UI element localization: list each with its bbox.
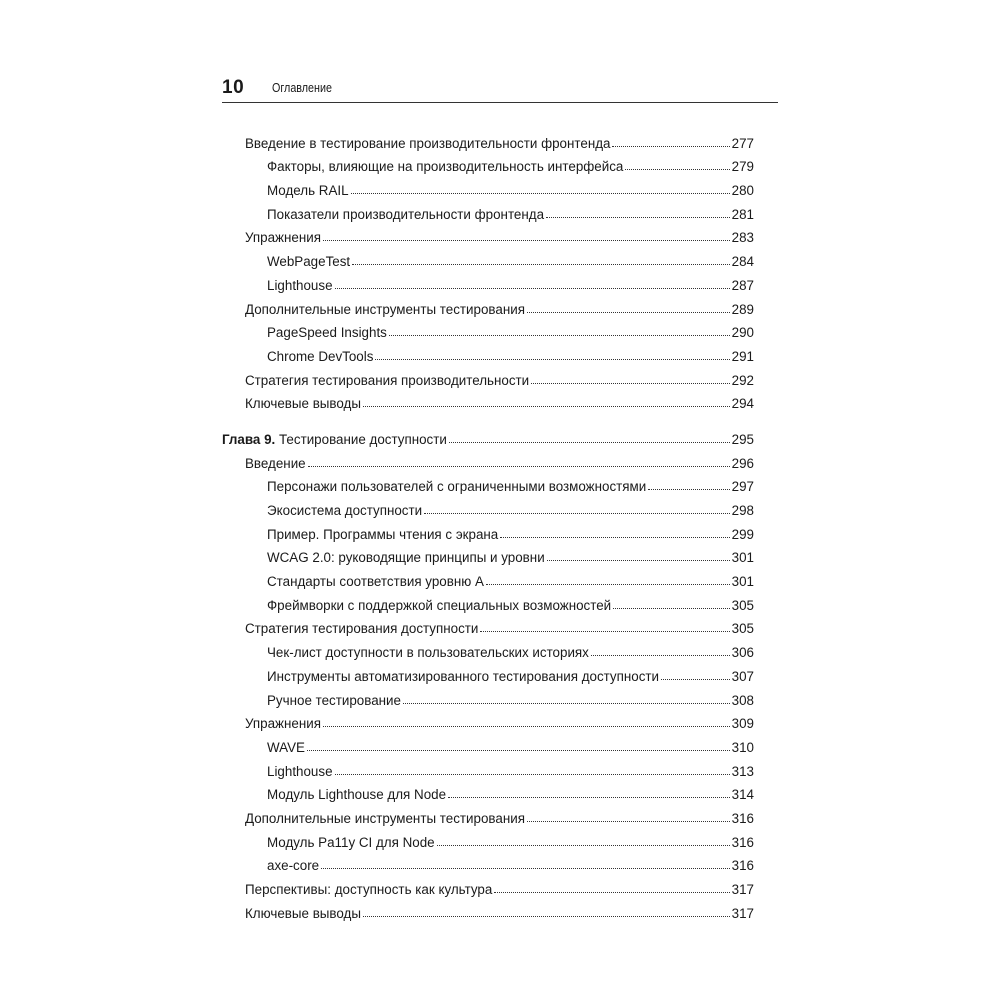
toc-entry-text: WCAG 2.0: руководящие принципы и уровни xyxy=(267,550,545,566)
toc-entry-title xyxy=(267,325,387,341)
toc-chapter-number: Глава 9. xyxy=(222,431,276,447)
dot-leader xyxy=(335,288,730,289)
toc-entry-text: Chrome DevTools xyxy=(267,348,374,364)
dot-leader xyxy=(308,466,730,467)
toc-page-number: 313 xyxy=(731,763,754,779)
toc-entry-text: Перспективы: доступность как культура xyxy=(245,882,493,897)
dot-leader xyxy=(323,726,730,727)
toc-page-number: 317 xyxy=(731,882,754,897)
toc-entry-title xyxy=(245,230,321,246)
dot-leader xyxy=(612,146,729,147)
toc-entry-title xyxy=(267,183,349,199)
dot-leader xyxy=(352,264,730,265)
toc-entry-title xyxy=(267,740,305,756)
dot-leader xyxy=(613,608,730,609)
toc-entry-text: Lighthouse xyxy=(267,277,333,293)
toc-entry xyxy=(222,851,754,875)
toc-entry-title xyxy=(245,882,492,898)
toc-page-number: 317 xyxy=(731,905,754,921)
toc-entry-text: Экосистема доступности xyxy=(267,503,423,518)
toc-entry xyxy=(222,590,754,614)
toc-entry xyxy=(222,637,754,661)
toc-chapter-entry xyxy=(222,424,754,448)
toc-entry-text: Lighthouse xyxy=(267,763,333,779)
toc-page-number: 291 xyxy=(731,348,754,364)
toc-entry-title xyxy=(267,835,435,851)
toc-entry-text: Показатели производительности фронтенда xyxy=(267,206,545,222)
toc-page-number: 290 xyxy=(731,325,754,341)
toc-page-number: 296 xyxy=(731,455,754,471)
toc-entry-title xyxy=(267,254,350,270)
toc-entry-title xyxy=(267,550,545,566)
dot-leader xyxy=(375,359,729,360)
toc-entry xyxy=(222,128,754,152)
toc-page-number: 279 xyxy=(731,159,754,175)
toc-entry-title xyxy=(245,906,361,922)
toc-page-number: 308 xyxy=(731,692,754,708)
toc-entry xyxy=(222,199,754,223)
dot-leader xyxy=(486,584,730,585)
toc-page-number: 301 xyxy=(731,574,754,590)
toc-entry-title xyxy=(245,136,610,152)
toc-page-number: 281 xyxy=(731,206,754,222)
toc-entry-title xyxy=(267,764,333,780)
toc-entry-title xyxy=(267,598,611,614)
toc-entry xyxy=(222,519,754,543)
toc-entry-text: Ручное тестирование xyxy=(267,692,401,708)
toc-entry-text: Инструменты автоматизированного тестирования доступности xyxy=(267,668,660,684)
dot-leader xyxy=(351,193,730,194)
dot-leader xyxy=(389,335,730,336)
dot-leader xyxy=(449,442,730,443)
toc-entry-title xyxy=(267,787,446,803)
dot-leader xyxy=(403,703,730,704)
toc-entry-text: Упражнения xyxy=(245,230,321,246)
toc-entry-title xyxy=(267,645,589,661)
toc-entry-title xyxy=(267,349,373,365)
toc-entry-text: axe-core xyxy=(267,858,320,874)
toc-page-number: 280 xyxy=(731,183,754,199)
toc-page-number: 297 xyxy=(731,479,754,495)
toc-entry-text: Фреймворки с поддержкой специальных возможностей xyxy=(267,597,612,613)
toc-entry xyxy=(222,566,754,590)
toc-entry-text: Введение xyxy=(245,455,306,471)
toc-entry-title xyxy=(245,302,525,318)
toc-entry xyxy=(222,732,754,756)
dot-leader xyxy=(625,169,729,170)
toc-entry-text: Упражнения xyxy=(245,716,321,732)
header-divider xyxy=(222,102,778,103)
toc-page-number: 284 xyxy=(731,254,754,270)
toc-entry xyxy=(222,709,754,733)
toc-entry xyxy=(222,874,754,898)
toc-entry-title xyxy=(245,811,525,827)
dot-leader xyxy=(480,631,729,632)
toc-page-number: 305 xyxy=(731,621,754,637)
toc-entry xyxy=(222,803,754,827)
toc-entry-text: Тестирование доступности xyxy=(275,431,447,447)
toc-page-number: 307 xyxy=(731,668,754,684)
dot-leader xyxy=(661,679,730,680)
toc-entry-title xyxy=(267,503,422,519)
toc-entry xyxy=(222,827,754,851)
toc-entry-title xyxy=(267,669,659,685)
toc-page-number: 287 xyxy=(731,277,754,293)
dot-leader xyxy=(527,821,730,822)
page-header xyxy=(222,77,778,101)
toc-entry xyxy=(222,223,754,247)
toc-entry-text: Факторы, влияющие на производительность интерфейса xyxy=(267,159,624,175)
toc-entry-text: WebPageTest xyxy=(267,254,351,270)
dot-leader xyxy=(527,312,730,313)
toc-entry xyxy=(222,756,754,780)
toc-page-number: 277 xyxy=(731,135,754,151)
toc-entry-text: Стратегия тестирования производительности xyxy=(245,372,530,388)
dot-leader xyxy=(591,655,730,656)
toc-page-number: 294 xyxy=(731,396,754,412)
dot-leader xyxy=(494,892,729,893)
toc-page-number: 283 xyxy=(731,230,754,246)
toc-page-number: 301 xyxy=(731,550,754,566)
toc-page-number: 295 xyxy=(731,431,754,447)
toc-entry xyxy=(222,270,754,294)
toc-entry xyxy=(222,495,754,519)
toc-entry xyxy=(222,294,754,318)
toc-entry-title xyxy=(222,432,447,448)
toc-entry xyxy=(222,472,754,496)
dot-leader xyxy=(321,868,730,869)
dot-leader xyxy=(448,797,730,798)
toc-page-number: 306 xyxy=(731,645,754,661)
toc-entry xyxy=(222,246,754,270)
dot-leader xyxy=(335,774,730,775)
toc-entry-title xyxy=(267,574,484,590)
toc-entry xyxy=(222,152,754,176)
toc-page-number: 310 xyxy=(731,739,754,755)
dot-leader xyxy=(323,240,730,241)
toc-entry-text: Модель RAIL xyxy=(267,183,349,199)
dot-leader xyxy=(363,406,730,407)
toc-entry xyxy=(222,318,754,342)
dot-leader xyxy=(547,560,730,561)
table-of-contents xyxy=(222,128,754,922)
toc-entry xyxy=(222,389,754,413)
toc-page-number: 299 xyxy=(731,526,754,542)
toc-entry-text: Стратегия тестирования доступности xyxy=(245,621,479,637)
toc-entry-title xyxy=(245,373,529,389)
toc-page-number: 316 xyxy=(731,834,754,850)
book-page xyxy=(222,0,778,1000)
dot-leader xyxy=(648,489,729,490)
toc-entry-title xyxy=(267,693,401,709)
page-number: 10 xyxy=(222,77,245,98)
toc-entry xyxy=(222,365,754,389)
toc-entry-text: WAVE xyxy=(267,739,305,755)
toc-entry xyxy=(222,543,754,567)
dot-leader xyxy=(363,916,730,917)
toc-entry-text: Модуль Pa11y CI для Node xyxy=(267,834,435,850)
toc-entry-title xyxy=(267,207,544,223)
toc-entry-title xyxy=(245,716,321,732)
dot-leader xyxy=(531,383,729,384)
toc-page-number: 289 xyxy=(731,301,754,317)
toc-entry-title xyxy=(245,621,478,637)
toc-entry-title xyxy=(245,396,361,412)
toc-entry xyxy=(222,614,754,638)
toc-entry xyxy=(222,175,754,199)
toc-entry xyxy=(222,685,754,709)
toc-page-number: 309 xyxy=(731,716,754,732)
toc-entry-text: Чек-лист доступности в пользовательских историях xyxy=(267,645,589,661)
dot-leader xyxy=(546,217,730,218)
toc-entry-title xyxy=(267,278,333,294)
dot-leader xyxy=(500,537,729,538)
toc-entry xyxy=(222,448,754,472)
toc-entry xyxy=(222,898,754,922)
toc-entry xyxy=(222,661,754,685)
toc-entry-title xyxy=(267,479,646,495)
dot-leader xyxy=(307,750,730,751)
toc-entry-text: Дополнительные инструменты тестирования xyxy=(245,301,525,317)
toc-entry-text: Пример. Программы чтения с экрана xyxy=(267,526,499,542)
toc-page-number: 314 xyxy=(731,787,754,803)
toc-entry-text: Модуль Lighthouse для Node xyxy=(267,787,447,803)
toc-entry-text: Дополнительные инструменты тестирования xyxy=(245,810,525,826)
toc-entry xyxy=(222,780,754,804)
dot-leader xyxy=(424,513,730,514)
toc-entry-title xyxy=(245,456,306,472)
toc-page-number: 316 xyxy=(731,858,754,874)
toc-entry-text: PageSpeed Insights xyxy=(267,325,387,341)
toc-entry-title xyxy=(267,159,623,175)
toc-entry xyxy=(222,341,754,365)
toc-entry-title xyxy=(267,527,498,543)
toc-page-number: 298 xyxy=(731,503,754,518)
toc-entry-text: Ключевые выводы xyxy=(245,905,361,921)
toc-entry-text: Введение в тестирование производительности фронтенда xyxy=(245,135,611,151)
toc-page-number: 316 xyxy=(731,810,754,826)
running-title: Оглавление xyxy=(272,81,332,95)
toc-entry-text: Персонажи пользователей с ограниченными возможностями xyxy=(267,479,647,495)
dot-leader xyxy=(437,845,730,846)
toc-entry-text: Ключевые выводы xyxy=(245,396,361,412)
toc-page-number: 292 xyxy=(731,372,754,388)
toc-entry-title xyxy=(267,858,319,874)
toc-page-number: 305 xyxy=(731,597,754,613)
toc-entry-text: Стандарты соответствия уровню A xyxy=(267,574,484,590)
